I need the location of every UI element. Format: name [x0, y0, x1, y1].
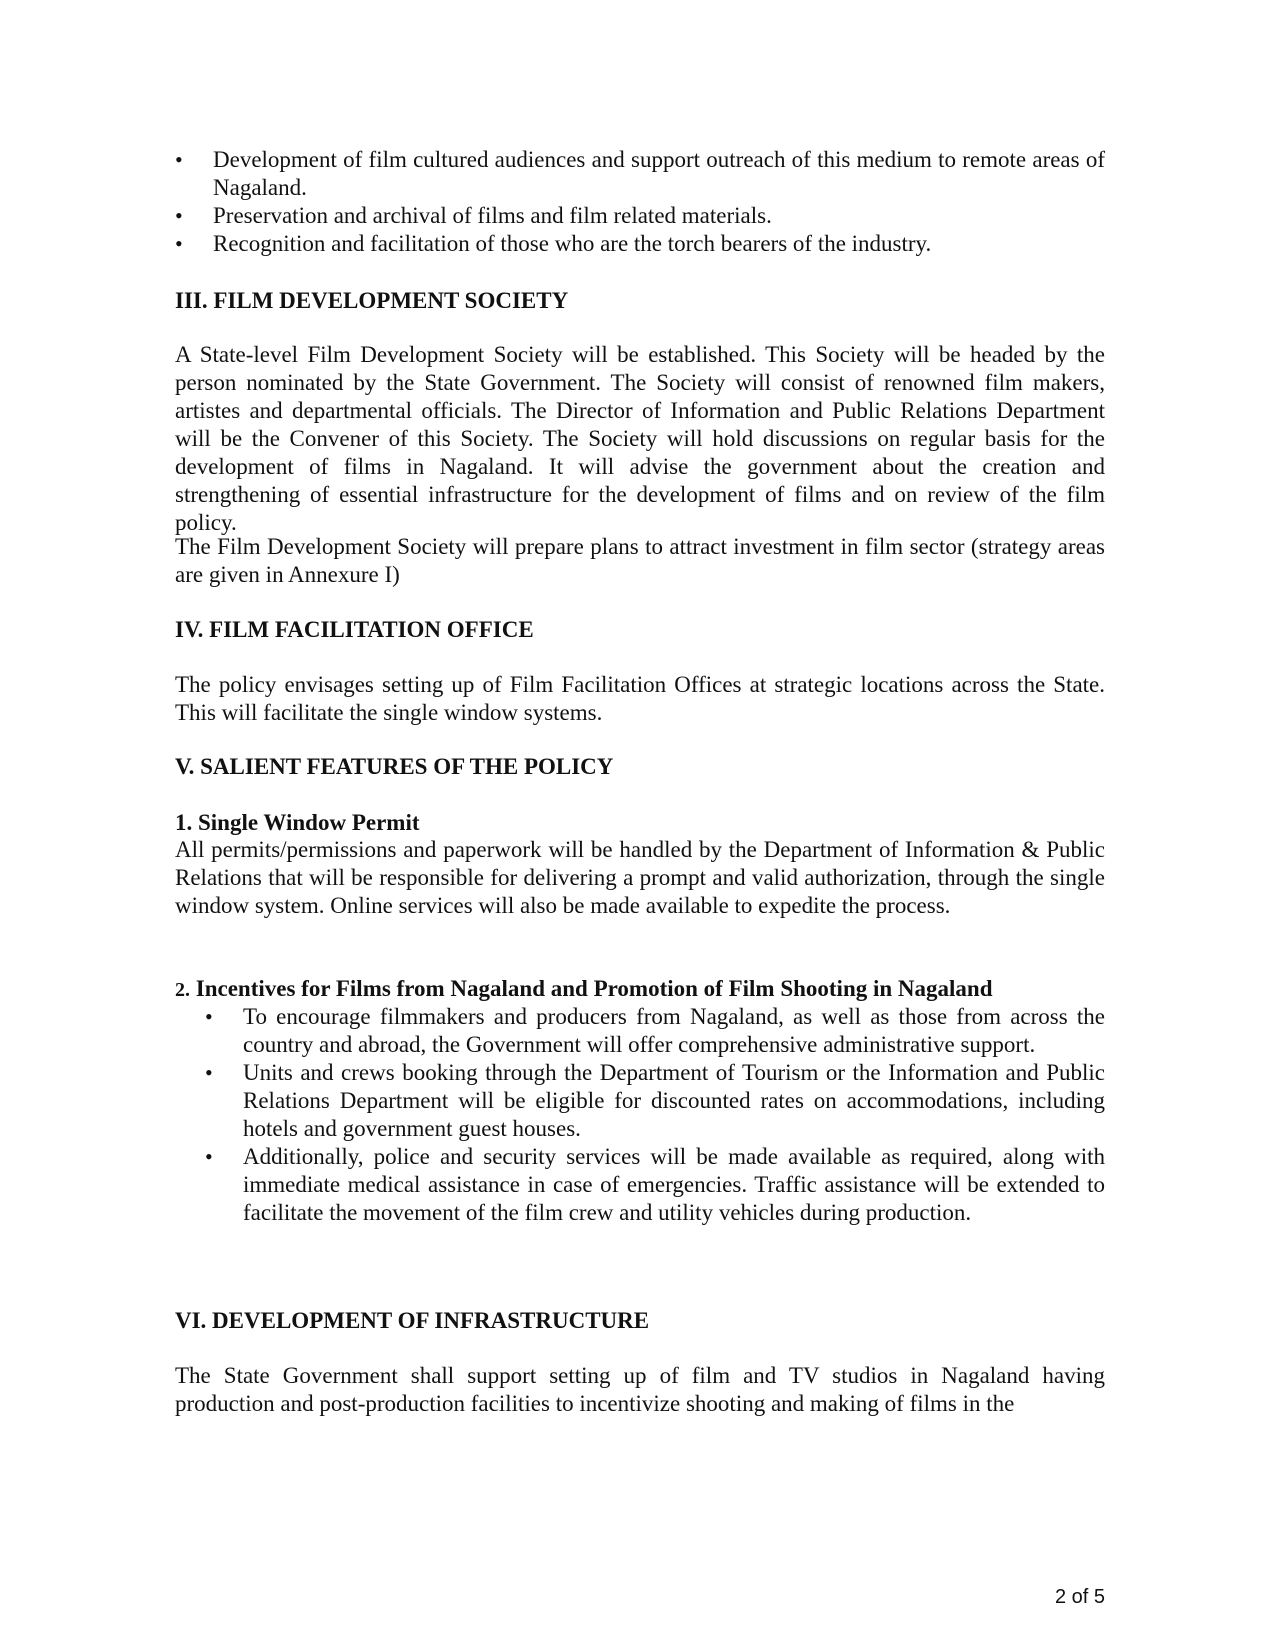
list-item: • Recognition and facilitation of those who are the torch bearers of the industry. [175, 230, 1105, 258]
subheading-text: Incentives for Films from Nagaland and Promotion of Film Shooting in Nagaland [195, 976, 993, 1001]
incentives-bullet-list [205, 1003, 1105, 1227]
section3-paragraph-2: The Film Development Society will prepare plans to attract investment in film sector (strategy areas are given in Annexure I) [175, 534, 1105, 587]
section-heading-film-facilitation-office: IV. FILM FACILITATION OFFICE [175, 617, 534, 642]
section4-paragraph: The policy envisages setting up of Film Facilitation Offices at strategic locations across the State. This will facilitate the single window systems. [175, 672, 1105, 725]
top-bullet-list [175, 146, 1105, 258]
section-heading-salient-features: V. SALIENT FEATURES OF THE POLICY [175, 754, 614, 779]
subheading-incentives [175, 975, 1105, 1004]
section-heading-film-development-society: III. FILM DEVELOPMENT SOCIETY [175, 288, 569, 313]
list-item: • Preservation and archival of films and film related materials. [175, 202, 1105, 230]
subheading-single-window-permit: 1. Single Window Permit [175, 810, 420, 835]
section6-paragraph: The State Government shall support setting up of film and TV studios in Nagaland having production and post-production facilities to incentivize shooting and making of films in the [175, 1363, 1105, 1416]
list-item: • Development of film cultured audiences and support outreach of this medium to remote areas of Nagaland. [175, 146, 1105, 202]
single-window-paragraph: All permits/permissions and paperwork will be handled by the Department of Information & Public Relations that will be responsible for delivering a prompt and valid authorization, through the single window system. Online services will also be made available to expedite the process. [175, 837, 1105, 918]
subheading-number: 2. [175, 979, 190, 1001]
list-item: • Units and crews booking through the Department of Tourism or the Information and Public Relations Department will be eligible for discounted rates on accommodations, including hotels and government guest houses. [205, 1059, 1105, 1143]
page-number: 2 of 5 [1054, 1586, 1105, 1608]
section-heading-development-of-infrastructure: VI. DEVELOPMENT OF INFRASTRUCTURE [175, 1308, 650, 1333]
section3-paragraph-1: A State-level Film Development Society will be established. This Society will be headed by the person nominated by the State Government. The Society will consist of renowned film makers, artistes and departmental officials. The Director of Information and Public Relations Department will be the Convener of this Society. The Society will hold discussions on regular basis for the development of films in Nagaland. It will advise the government about the creation and strengthening of essential infrastructure for the development of films and on review of the film policy. [175, 342, 1105, 535]
list-item: • Additionally, police and security services will be made available as required, along with immediate medical assistance in case of emergencies. Traffic assistance will be extended to facilitate the movement of the film crew and utility vehicles during production. [205, 1143, 1105, 1227]
list-item: • To encourage filmmakers and producers from Nagaland, as well as those from across the country and abroad, the Government will offer comprehensive administrative support. [205, 1003, 1105, 1059]
